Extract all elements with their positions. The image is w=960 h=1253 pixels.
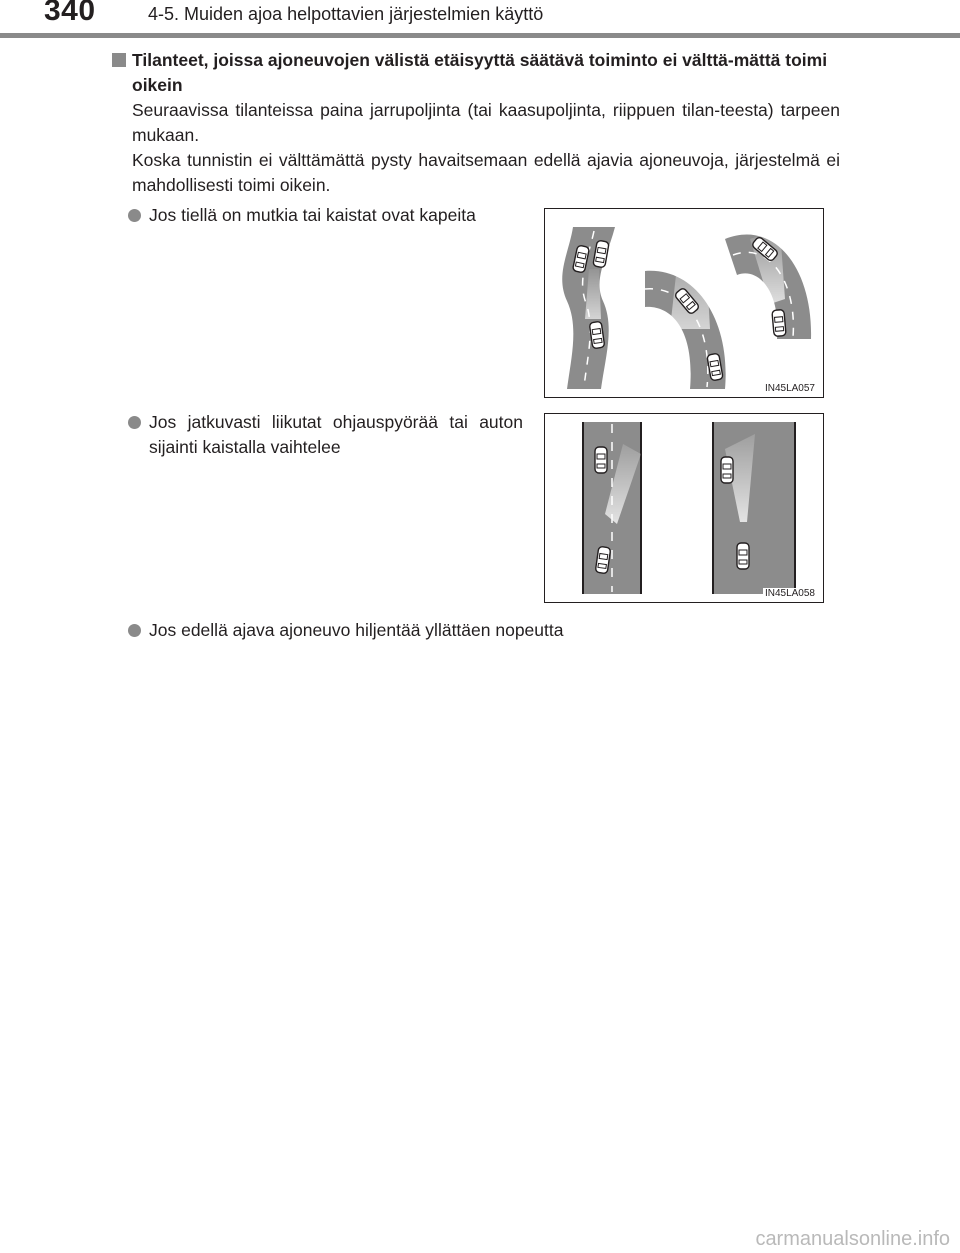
list-item [128, 618, 688, 643]
round-bullet-icon [128, 416, 141, 429]
section-heading-text: Tilanteet, joissa ajoneuvojen välistä etäisyyttä säätävä toiminto ei välttä-mättä toimi oikein [132, 50, 828, 95]
chapter-title: 4-5. Muiden ajoa helpottavien järjestelmien käyttö [148, 4, 544, 24]
page-number: 340 [44, 0, 96, 27]
sensor-paragraph: Koska tunnistin ei välttämättä pysty havaitsemaan edellä ajavia ajoneuvoja, järjestelmä ei mahdollisesti toimi oikein. [132, 150, 840, 195]
intro-paragraph: Seuraavissa tilanteissa paina jarrupoljinta (tai kaasupoljinta, riippuen tilan-teesta) tarpeen mukaan. [132, 100, 840, 145]
figure-code: IN45LA057 [764, 383, 815, 394]
lane-weaving-illustration [545, 414, 823, 602]
list-item-text: Jos edellä ajava ajoneuvo hiljentää yllättäen nopeutta [149, 620, 564, 640]
list-item-text: Jos tiellä on mutkia tai kaistat ovat kapeita [149, 205, 476, 225]
square-bullet-icon [112, 53, 126, 67]
figure-code: IN45LA058 [764, 588, 815, 599]
header-rule [0, 33, 960, 38]
round-bullet-icon [128, 624, 141, 637]
lane-weaving-figure [544, 413, 824, 603]
curved-roads-figure [544, 208, 824, 398]
curved-roads-illustration [545, 209, 823, 397]
section-heading [112, 48, 852, 98]
list-item [128, 410, 523, 460]
round-bullet-icon [128, 209, 141, 222]
watermark: carmanualsonline.info [755, 1228, 950, 1250]
list-item-text: Jos jatkuvasti liikutat ohjauspyörää tai auton sijainti kaistalla vaihtelee [149, 412, 523, 457]
list-item [128, 203, 523, 228]
